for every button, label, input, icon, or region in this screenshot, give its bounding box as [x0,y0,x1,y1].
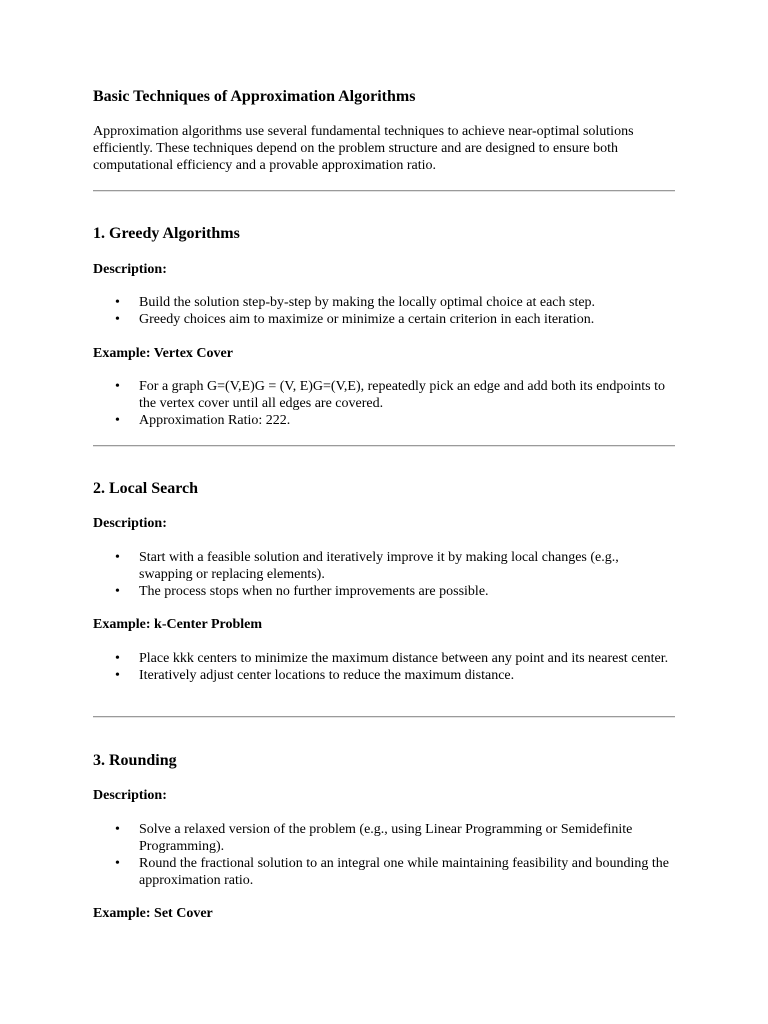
list-item: • Place kkk centers to minimize the maximum distance between any point and its nearest center. [93,650,675,667]
description-list [93,549,675,600]
description-list [93,294,675,328]
list-item: • Round the fractional solution to an integral one while maintaining feasibility and bounding the approximation ratio. [93,855,675,889]
example-label: Example: Set Cover [93,906,213,921]
section-divider [93,190,675,192]
section-heading-local-search: 2. Local Search [93,480,199,497]
description-label: Description: [93,788,167,803]
list-item: • Approximation Ratio: 222. [93,412,675,429]
list-item: • Build the solution step-by-step by making the locally optimal choice at each step. [93,294,675,311]
description-label: Description: [93,262,167,277]
example-list [93,378,675,429]
intro-paragraph: Approximation algorithms use several fundamental techniques to achieve near-optimal solutions efficiently. These techniques depend on the problem structure and are designed to ensure both computational efficiency and a provable approximation ratio. [93,124,634,173]
list-item: • Iteratively adjust center locations to reduce the maximum distance. [93,667,675,684]
example-label: Example: Vertex Cover [93,346,233,361]
section-heading-rounding: 3. Rounding [93,752,177,769]
section-divider [93,445,675,447]
description-label: Description: [93,516,167,531]
list-item: • For a graph G=(V,E)G = (V, E)G=(V,E), repeatedly pick an edge and add both its endpoints to the vertex cover until all edges are covered. [93,378,675,412]
document-title: Basic Techniques of Approximation Algorithms [93,88,416,105]
list-item: • Start with a feasible solution and iteratively improve it by making local changes (e.g., swapping or replacing elements). [93,549,675,583]
list-item: • The process stops when no further improvements are possible. [93,583,675,600]
section-heading-greedy: 1. Greedy Algorithms [93,225,240,242]
example-list [93,650,675,684]
list-item: • Solve a relaxed version of the problem (e.g., using Linear Programming or Semidefinite Programming). [93,821,675,855]
section-divider [93,716,675,718]
example-label: Example: k-Center Problem [93,617,263,632]
list-item: • Greedy choices aim to maximize or minimize a certain criterion in each iteration. [93,311,675,328]
description-list [93,821,675,889]
